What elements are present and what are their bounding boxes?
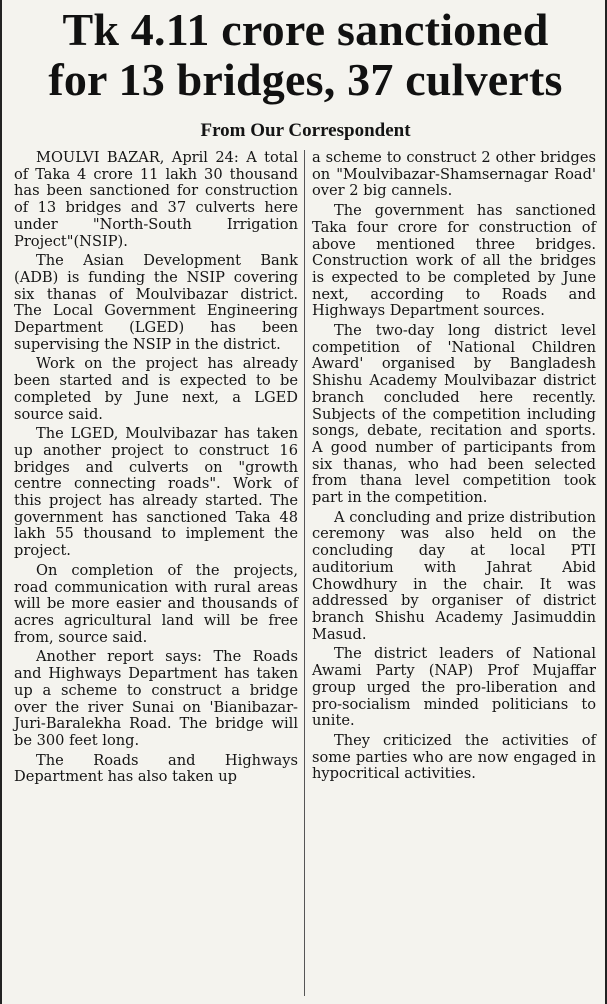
paragraph: a scheme to construct 2 other bridges on "Moulvibazar-Shamsernagar Road' over 2 big cannels.: [312, 149, 596, 200]
paragraph: They criticized the activities of some parties who are now engaged in hypocritical activities.: [312, 731, 596, 783]
paragraph: The LGED, Moulvibazar has taken up another project to construct 16 bridges and culverts on "growth centre connecting roads". Work of this project has already started. The government has sanctioned Taka 48 lakh 55 thousand to implement the project.: [14, 425, 298, 560]
paragraph: The two-day long district level competition of 'National Children Award' organised by Bangladesh Shishu Academy Moulvibazar district branch concluded here recently. Subjects of the competition including songs, debate, recitation and sports. A good number of participants from six thanas, who had been selected from thana level competition took part in the competition.: [312, 322, 596, 507]
paragraph: MOULVI BAZAR, April 24: A total of Taka 4 crore 11 lakh 30 thousand has been sanctioned for construction of 13 bridges and 37 culverts here under "North-South Irrigation Project"(NSIP).: [14, 149, 298, 250]
paragraph: Another report says: The Roads and Highways Department has taken up a scheme to construct a bridge over the river Sunai on 'Bianibazar-Juri-Baralekha Road. The bridge will be 300 feet long.: [14, 648, 298, 749]
article-column-right: [312, 150, 596, 783]
paragraph: Work on the project has already been started and is expected to be completed by June next, a LGED source said.: [14, 355, 298, 423]
headline-line-2: for 13 bridges, 37 culverts: [48, 54, 563, 105]
paragraph: The Roads and Highways Department has also taken up: [14, 751, 298, 786]
paragraph: On completion of the projects, road communication with rural areas will be more easier and thousands of acres agricultural land will be free from, source said.: [14, 561, 298, 646]
byline: From Our Correspondent: [200, 120, 411, 141]
paragraph: A concluding and prize distribution ceremony was also held on the concluding day at local PTI auditorium with Jahrat Abid Chowdhury in the chair. It was addressed by organiser of district branch Shishu Academy Jasimuddin Masud.: [312, 508, 596, 643]
paragraph: The Asian Development Bank (ADB) is funding the NSIP covering six thanas of Moulvibazar district. The Local Government Engineering Department (LGED) has been supervising the NSIP in the district.: [14, 252, 298, 353]
paragraph: The district leaders of National Awami Party (NAP) Prof Mujaffar group urged the pro-liberation and pro-socialism minded politicians to unite.: [312, 645, 596, 730]
article-column-left: [14, 150, 298, 786]
paragraph: The government has sanctioned Taka four crore for construction of above mentioned three bridges. Construction work of all the bridges is expected to be completed by June next, according to Roads and Highways Department sources.: [312, 202, 596, 320]
headline-line-1: Tk 4.11 crore sanctioned: [62, 4, 549, 55]
column-divider: [304, 150, 305, 996]
